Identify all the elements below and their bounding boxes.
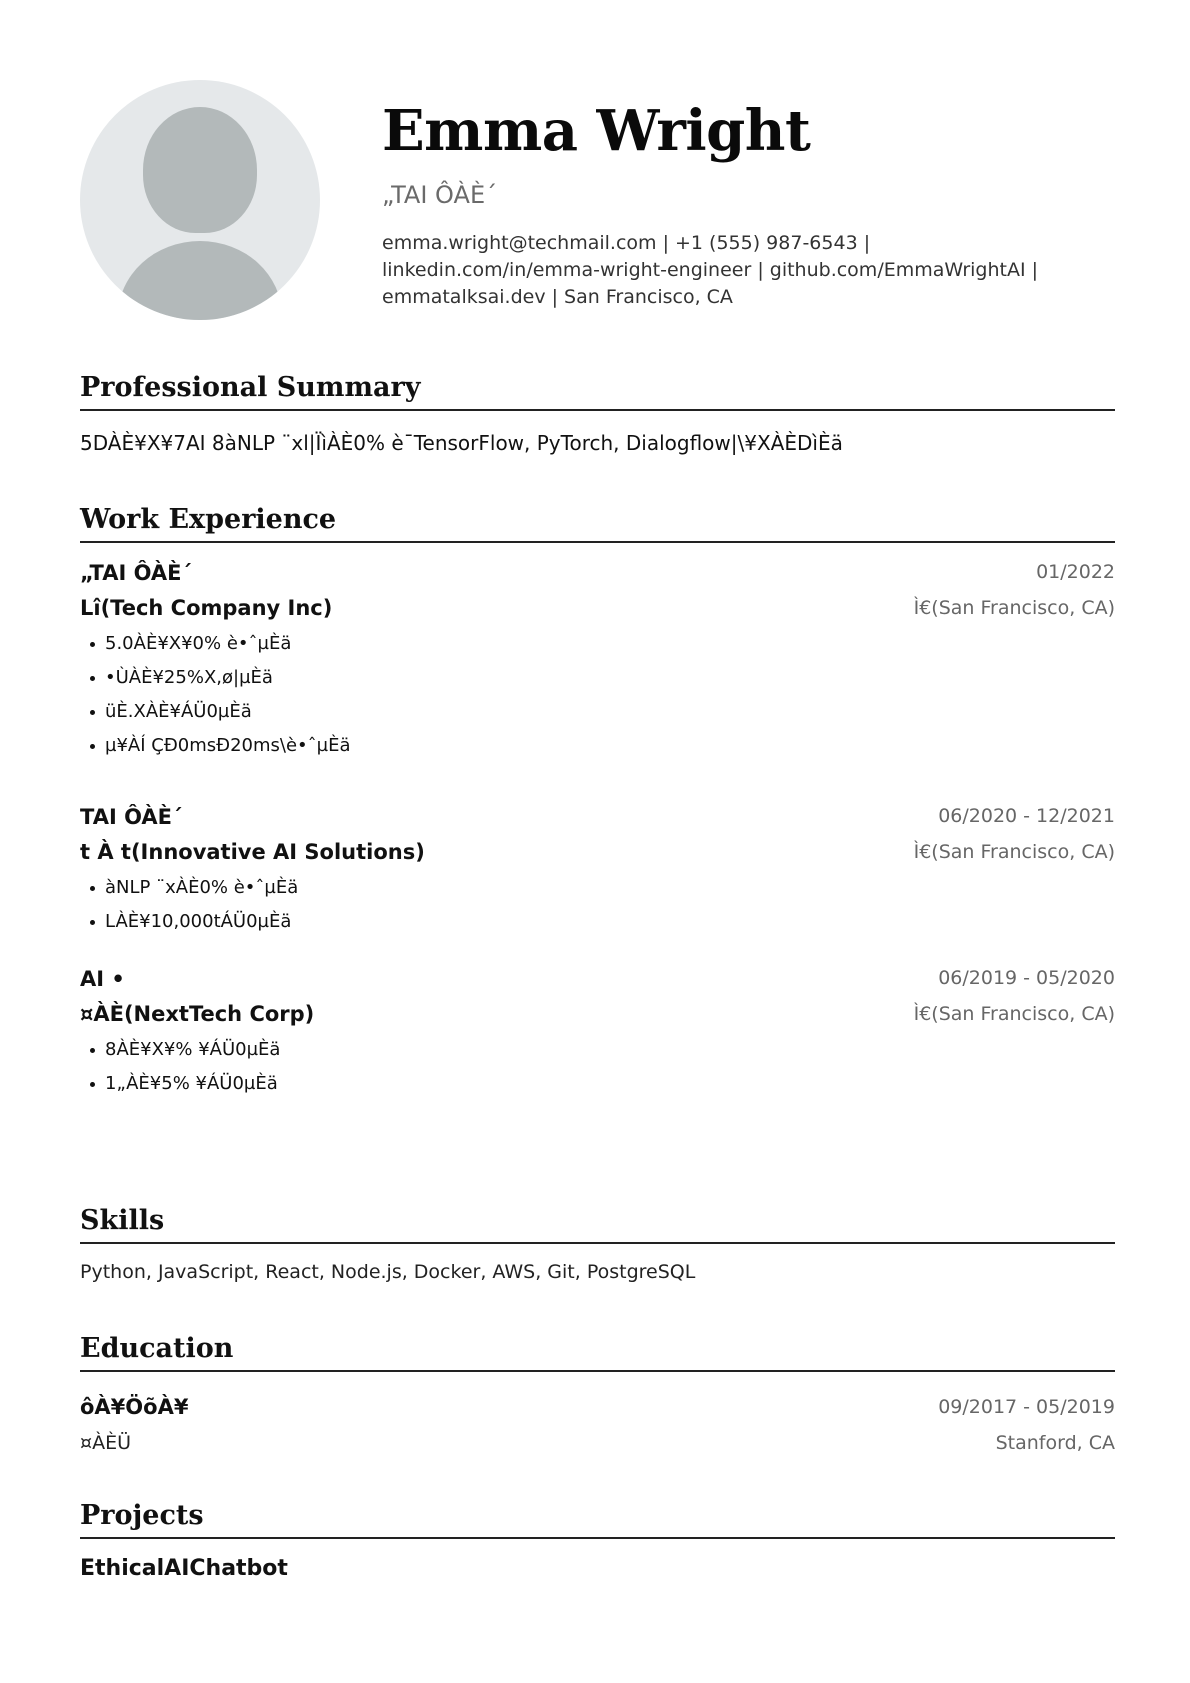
section-title-education: Education [80,1333,1115,1372]
job-date: 01/2022 [1036,561,1115,583]
projects-section [80,1500,1115,1581]
job-bullet: •ÙÀÈ¥25%X,ø|µÈä [80,661,351,695]
job-bullets [80,1033,280,1101]
job-location: Ì€(San Francisco, CA) [913,597,1115,619]
job-entry [80,967,1115,1117]
candidate-name: Emma Wright [382,98,811,164]
job-bullet: 5.0ÀÈ¥X¥0% è•ˆµÈä [80,627,351,661]
education-degree: ôÀ¥ÖõÀ¥ [80,1395,189,1419]
summary-section [80,372,1115,455]
candidate-title: „TAI ÔÀÈ´ [382,181,498,209]
job-company: ¤ÀÈ(NextTech Corp) [80,1002,315,1026]
job-title: TAI ÔÀÈ´ [80,805,183,829]
education-section [80,1333,1115,1463]
job-location: Ì€(San Francisco, CA) [913,841,1115,863]
section-title-experience: Work Experience [80,504,1115,543]
avatar [80,80,320,320]
section-title-skills: Skills [80,1205,1115,1244]
resume-header [80,80,1115,320]
job-company: Lî(Tech Company Inc) [80,596,333,620]
section-title-projects: Projects [80,1500,1115,1539]
job-bullets [80,627,351,763]
job-bullets [80,871,298,939]
contact-info: emma.wright@techmail.com | +1 (555) 987-6543 | linkedin.com/in/emma-wright-engineer | github.com/EmmaWrightAI | emmatalksai.dev | San Francisco, CA [382,232,1039,308]
section-title-summary: Professional Summary [80,372,1115,411]
job-bullet: LÀÈ¥10,000tÁÜ0µÈä [80,905,298,939]
avatar-head-shape [143,107,257,233]
job-entry [80,561,1115,789]
project-name: EthicalAIChatbot [80,1556,288,1581]
experience-section [80,504,1115,1117]
job-date: 06/2020 - 12/2021 [938,805,1115,827]
education-school: ¤ÀÈÜ [80,1432,131,1454]
education-location: Stanford, CA [995,1432,1115,1454]
job-bullet: üÈ.XÀÈ¥ÁÜ0µÈä [80,695,351,729]
skills-section [80,1205,1115,1283]
job-title: AI • [80,967,125,991]
job-company: t À t(Innovative AI Solutions) [80,840,425,864]
education-date: 09/2017 - 05/2019 [938,1396,1115,1418]
job-location: Ì€(San Francisco, CA) [913,1003,1115,1025]
job-date: 06/2019 - 05/2020 [938,967,1115,989]
job-bullet: 1„ÀÈ¥5% ¥ÁÜ0µÈä [80,1067,280,1101]
job-title: „TAI ÔÀÈ´ [80,561,193,585]
skills-list: Python, JavaScript, React, Node.js, Docker, AWS, Git, PostgreSQL [80,1261,696,1283]
job-bullet: 8ÀÈ¥X¥% ¥ÁÜ0µÈä [80,1033,280,1067]
job-entry [80,805,1115,955]
job-bullet: àNLP ¨xÀÈ0% è•ˆµÈä [80,871,298,905]
job-bullet: µ¥ÀÍ ÇÐ0msÐ20ms\è•ˆµÈä [80,729,351,763]
avatar-body-shape [118,241,282,320]
summary-text: 5DÀÈ¥X¥7AI 8àNLP ¨xl|ÏìÀÈ0% è¯TensorFlow, PyTorch, Dialogflow|\¥XÀÈDìÈä [80,431,843,455]
